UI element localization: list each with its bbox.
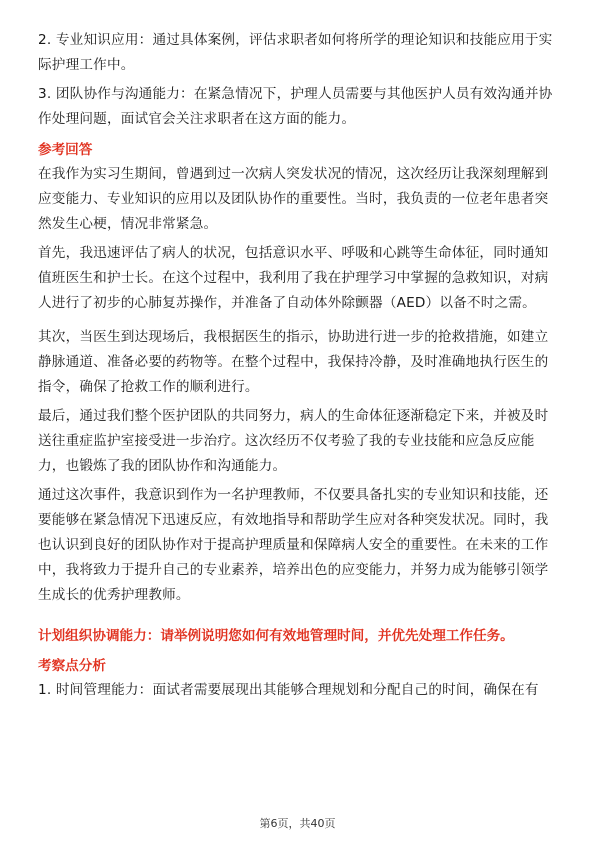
analysis-point-2: 2. 专业知识应用：通过具体案例，评估求职者如何将所学的理论知识和技能应用于实际护理工作中。: [38, 32, 553, 73]
answer-paragraph-4: 最后，通过我们整个医护团队的共同努力，病人的生命体征逐渐稳定下来，并被及时送往重症监护室接受进一步治疗。这次经历不仅考验了我的专业技能和应急反应能力，也锻炼了我的团队协作和沟通能力。: [38, 408, 549, 474]
analysis-point-1: 1. 时间管理能力：面试者需要展现出其能够合理规划和分配自己的时间，确保在有: [38, 682, 539, 698]
answer-heading: 参考回答: [38, 142, 93, 158]
analysis-heading: 考察点分析: [38, 658, 106, 674]
answer-paragraph-2: 首先，我迅速评估了病人的状况，包括意识水平、呼吸和心跳等生命体征，同时通知值班医生和护士长。在这个过程中，我利用了我在护理学习中掌握的急救知识，对病人进行了初步的心肺复苏操作，并准备了自动体外除颤器（AED）以备不时之需。: [38, 245, 549, 311]
answer-paragraph-5: 通过这次事件，我意识到作为一名护理教师，不仅要具备扎实的专业知识和技能，还要能够在紧急情况下迅速反应，有效地指导和帮助学生应对各种突发状况。同时，我也认识到良好的团队协作对于提高护理质量和保障病人安全的重要性。在未来的工作中，我将致力于提升自己的专业素养，培养出色的应变能力，并努力成为能够引领学生成长的优秀护理教师。: [38, 487, 549, 603]
analysis-point-3: 3. 团队协作与沟通能力：在紧急情况下，护理人员需要与其他医护人员有效沟通并协作处理问题，面试官会关注求职者在这方面的能力。: [38, 86, 553, 127]
answer-paragraph-3: 其次，当医生到达现场后，我根据医生的指示，协助进行进一步的抢救措施，如建立静脉通道、准备必要的药物等。在整个过程中，我保持冷静，及时准确地执行医生的指令，确保了抢救工作的顺利进行。: [38, 329, 549, 395]
question-title: 计划组织协调能力：请举例说明您如何有效地管理时间，并优先处理工作任务。: [38, 628, 514, 644]
answer-paragraph-1: 在我作为实习生期间，曾遇到过一次病人突发状况的情况，这次经历让我深刻理解到应变能力、专业知识的应用以及团队协作的重要性。当时，我负责的一位老年患者突然发生心梗，情况非常紧急。: [38, 166, 549, 232]
page-number: 第6页，共40页: [259, 817, 336, 830]
document-body: [38, 28, 562, 703]
